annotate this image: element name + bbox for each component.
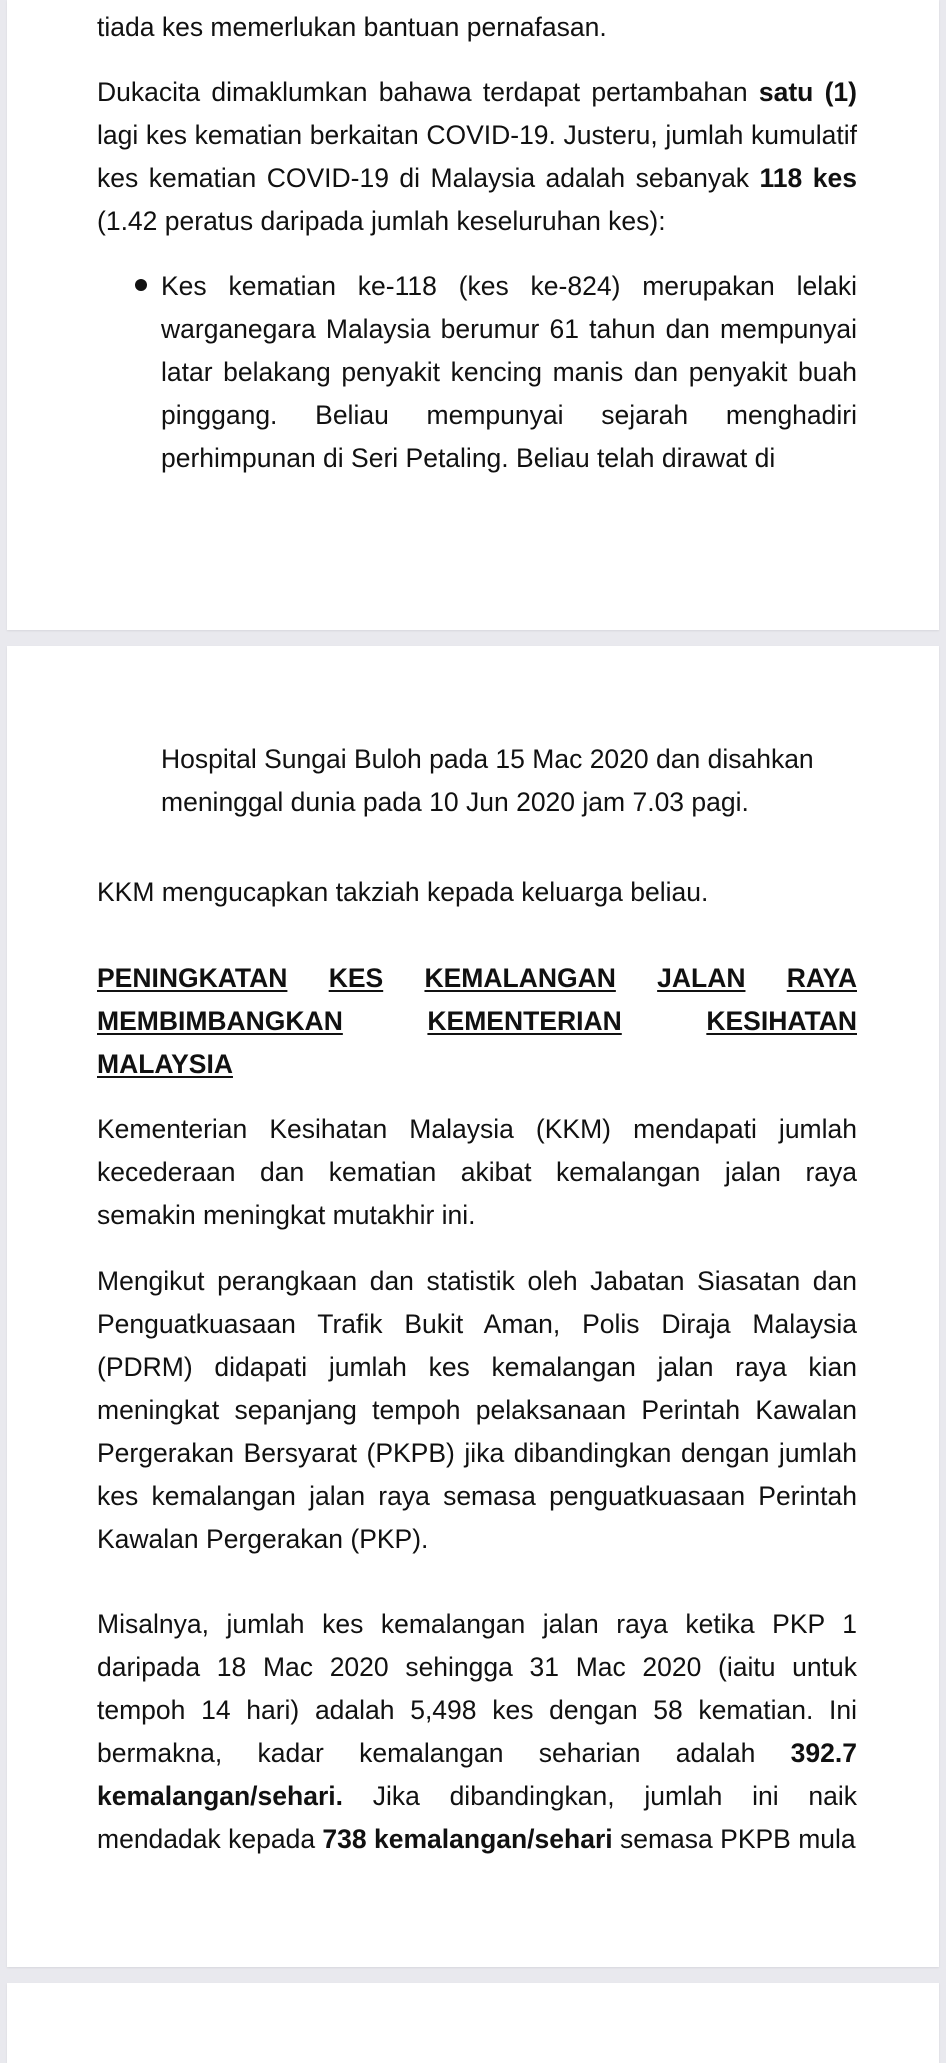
bullet-text: Kes kematian ke-118 (kes ke-824) merupakan lelaki warganegara Malaysia berumur 61 tahun dan mempunyai latar belakang penyakit kencing manis dan penyakit buah pinggang. Beliau mempunyai sejarah menghadiri perhimpunan di Seri Petaling. Beliau telah dirawat di [161,271,857,473]
heading-word: KEMENTERIAN [427,1006,622,1036]
heading-word: KEMALANGAN [424,963,616,993]
heading-line [97,1000,857,1043]
paragraph-death-update [97,71,857,243]
heading-word: RAYA [786,963,857,993]
bold-text: satu (1) [758,77,857,107]
document-page-3 [7,1983,939,2063]
text-run: Misalnya, jumlah kes kemalangan jalan raya ketika PKP 1 daripada 18 Mac 2020 sehingga 31 Mac 2020 (iaitu untuk tempoh 14 hari) adalah 5,498 kes dengan 58 kematian. Ini bermakna, kadar kemalangan seharian adalah [97,1609,857,1768]
text-run: Jika dibandingkan, jumlah ini naik mendadak kepada [97,1781,857,1854]
bold-text: 118 kes [759,163,857,193]
text-run: Dukacita dimaklumkan bahawa terdapat pertambahan [97,77,759,107]
heading-line [97,1043,857,1086]
heading-word: MEMBIMBANGKAN [97,1006,343,1036]
paragraph-statistics: Mengikut perangkaan dan statistik oleh Jabatan Siasatan dan Penguatkuasaan Trafik Bukit Aman, Polis Diraja Malaysia (PDRM) didapati jumlah kes kemalangan jalan raya kian meningkat sepanjang tempoh pelaksanaan Perintah Kawalan Pergerakan Bersyarat (PKPB) jika dibandingkan dengan jumlah kes kemalangan jalan raya semasa penguatkuasaan Perintah Kawalan Pergerakan (PKP). [97,1266,857,1554]
bullet-icon [135,279,147,291]
heading-word: KESIHATAN [706,1006,857,1036]
paragraph-example [97,1603,857,1861]
text-run: lagi kes kematian berkaitan COVID-19. Justeru, jumlah kumulatif kes kematian COVID-19 di Malaysia adalah sebanyak [97,120,857,193]
text-line: tiada kes memerlukan bantuan pernafasan. [97,12,607,42]
heading-word: MALAYSIA [97,1049,233,1079]
bullet-text-line: meninggal dunia pada 10 Jun 2020 jam 7.03 pagi. [161,787,749,817]
section-heading [97,957,857,1086]
bullet-text-line: Hospital Sungai Buloh pada 15 Mac 2020 dan disahkan [161,744,814,774]
condolence-text: KKM mengucapkan takziah kepada keluarga beliau. [97,877,709,907]
heading-word: KES [328,963,384,993]
heading-line [97,957,857,1000]
document-page-2 [7,646,939,1967]
paragraph-kkm: Kementerian Kesihatan Malaysia (KKM) mendapati jumlah kecederaan dan kematian akibat kemalangan jalan raya semakin meningkat mutakhir ini. [97,1114,857,1230]
bold-text: 392.7 kemalangan/sehari. [97,1738,857,1811]
text-run: (1.42 peratus daripada jumlah keseluruhan kes): [97,206,666,236]
bold-text: 738 kemalangan/sehari [322,1824,613,1854]
heading-word: JALAN [657,963,746,993]
text-run: semasa PKPB mula [612,1824,856,1854]
heading-word: PENINGKATAN [97,963,288,993]
document-page-1 [7,0,939,630]
